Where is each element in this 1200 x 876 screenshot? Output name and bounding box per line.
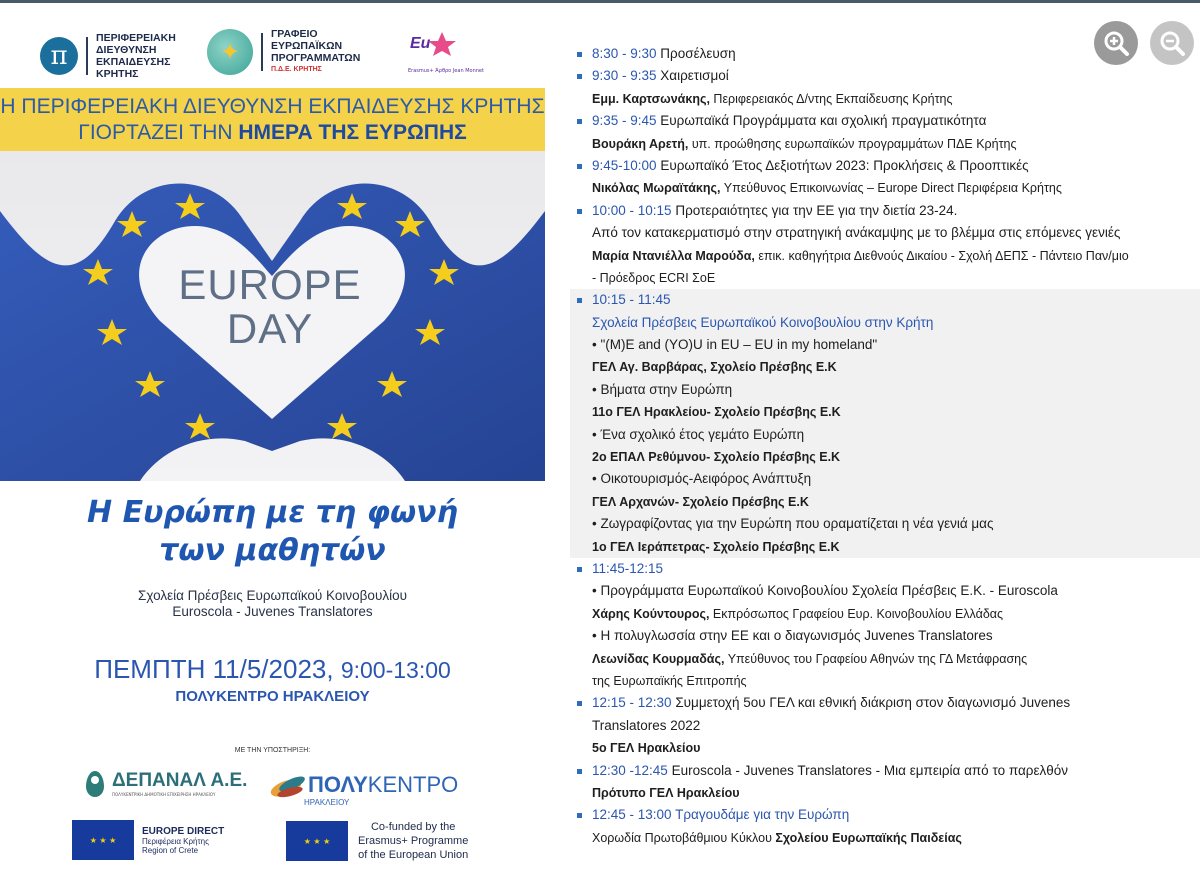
bullet-icon [577, 52, 582, 57]
dove-icon: ✦ [207, 29, 253, 75]
europe-direct-b: Περιφέρεια Κρήτης [142, 836, 209, 846]
pde-line: ΔΙΕΥΘΥΝΣΗ [96, 44, 157, 56]
school-name: 5ο ΓΕΛ Ηρακλείου [592, 741, 701, 756]
depanal-name: ΔΕΠΑΝΑΛ Α.Ε. [112, 770, 248, 791]
program-line [570, 424, 1200, 446]
slot-time: 10:00 - 10:15 [592, 202, 672, 218]
bullet-icon [577, 567, 582, 572]
pde-logo-text [96, 32, 176, 80]
poster-banner [0, 88, 545, 151]
program-line [570, 468, 1200, 490]
program-choir [570, 827, 1200, 849]
banner-bold: ΗΜΕΡΑ ΤΗΣ ΕΥΡΩΠΗΣ [238, 121, 467, 144]
pde-line: ΚΡΗΤΗΣ [96, 68, 139, 80]
cofunded-line: Erasmus+ Programme [358, 835, 469, 847]
europe-direct-c: Region of Crete [142, 845, 199, 855]
school-name: 2ο ΕΠΑΛ Ρεθύμνου- Σχολείο Πρέσβης Ε.Κ [592, 450, 841, 465]
speaker-role: υπ. προώθησης ευρωπαϊκών προγραμμάτων ΠΔΕ Κρήτης [688, 136, 1017, 151]
polykentro-b: ΚΕΝΤΡΟ [367, 772, 459, 797]
poster-subtitle [0, 588, 545, 620]
program-time-slot [570, 804, 1200, 826]
program-text: Σχολεία Πρέσβεις Ευρωπαϊκού Κοινοβουλίου στην Κρήτη [592, 314, 934, 330]
poster-date [0, 654, 545, 685]
erasmus-logo-text: Eu [410, 35, 431, 52]
program-time-slot [570, 65, 1200, 87]
slot-time: 9:45-10:00 [592, 157, 657, 173]
slot-title: Euroscola - Juvenes Translatores - Μια εμπειρία από το παρελθόν [667, 762, 1068, 778]
logo-separator [261, 33, 263, 71]
bullet-icon [577, 813, 582, 818]
europe-direct-text [142, 826, 224, 855]
program-school [570, 782, 1200, 804]
slot-time: 9:35 - 9:45 [592, 113, 657, 129]
polykentro-name [308, 772, 458, 798]
bullet-icon [577, 769, 582, 774]
subtitle-line-2: Euroscola - Juvenes Translatores [172, 604, 373, 619]
gep-line: Π.Δ.Ε. ΚΡΗΤΗΣ [271, 66, 322, 73]
eu-flag-icon: ★ ★ ★ [286, 821, 348, 861]
erasmus-sub: Erasmus+ Άρθρο Jean Monnet [408, 68, 484, 74]
europe-direct-a: EUROPE DIRECT [142, 825, 225, 837]
cofunded-text [358, 820, 468, 862]
speaker-role: επικ. καθηγήτρια Διεθνούς Δικαίου - Σχολή ΔΕΠΣ - Πάντειο Παν/μιο [754, 248, 1129, 263]
erasmus-logo [408, 26, 484, 74]
school-name: ΓΕΛ Αγ. Βαρβάρας, Σχολείο Πρέσβης Ε.Κ [592, 360, 837, 375]
support-label: ΜΕ ΤΗΝ ΥΠΟΣΤΗΡΙΞΗ: [234, 747, 311, 754]
speaker-name: Εμμ. Καρτσωνάκης, [592, 91, 710, 106]
europe-direct-logo [72, 820, 224, 860]
europe-day-title [135, 263, 405, 351]
pde-logo [40, 32, 176, 80]
program-school [570, 737, 1200, 759]
banner-line-2 [0, 120, 545, 146]
speaker-role: Υπεύθυνος Επικοινωνίας – Europe Direct Περιφέρεια Κρήτης [720, 181, 1062, 196]
slot-time: 11:45-12:15 [592, 560, 664, 576]
program-line [570, 222, 1200, 244]
bullet-icon [577, 119, 582, 124]
gep-logo-text [271, 28, 360, 76]
bullet-icon [577, 74, 582, 79]
program-speaker [570, 133, 1200, 155]
program-text: • Προγράμματα Ευρωπαϊκού Κοινοβουλίου Σχολεία Πρέσβεις Ε.Κ. - Euroscola [592, 583, 1058, 599]
speaker-role: Περιφερειακός Δ/ντης Εκπαίδευσης Κρήτης [709, 91, 953, 106]
slot-title: Προτεραιότητες για την ΕΕ για την διετία 23-24. [671, 202, 958, 218]
program-school [570, 356, 1200, 378]
speaker-name: Βουράκη Αρετή, [592, 136, 689, 151]
program-text: - Πρόεδρος ECRI ΣοΕ [592, 270, 716, 285]
top-border [0, 0, 1200, 3]
slot-title: Προσέλευση [656, 46, 736, 61]
program-text: • Ένα σχολικό έτος γεμάτο Ευρώπη [592, 426, 805, 442]
poster-logos-row [0, 4, 545, 88]
program-line [570, 580, 1200, 602]
eu-flag-icon: ★ ★ ★ [72, 820, 134, 860]
speaker-role: Εκπρόσωπος Γραφείου Ευρ. Κοινοβουλίου Ελλάδας [709, 606, 1004, 621]
school-name: 1ο ΓΕΛ Ιεράπετρας- Σχολείο Πρέσβης Ε.Κ [592, 539, 840, 554]
feather-icon [270, 772, 308, 798]
slot-title: Χαιρετισμοί [656, 68, 729, 84]
program-line [570, 312, 1200, 334]
program-speaker [570, 245, 1200, 267]
program-school [570, 536, 1200, 558]
bullet-icon [577, 298, 582, 303]
program-school [570, 446, 1200, 468]
gep-line: ΠΡΟΓΡΑΜΜΑΤΩΝ [271, 52, 361, 64]
slot-time: 10:15 - 11:45 [592, 292, 671, 308]
slogan-line-1: Η Ευρώπη με τη φωνή [87, 495, 458, 530]
bullet-icon [577, 701, 582, 706]
poster-slogan [0, 494, 545, 570]
program-text: • "(M)E and (YO)U in EU – EU in my homeland" [592, 337, 878, 353]
program-text: • Η πολυγλωσσία στην ΕΕ και ο διαγωνισμός Juvenes Translatores [592, 628, 993, 644]
speaker-role: Υπεύθυνος του Γραφείου Αθηνών της ΓΔ Μετάφρασης [724, 651, 1028, 666]
program-line [570, 513, 1200, 535]
school-name: 11ο ΓΕΛ Ηρακλείου- Σχολείο Πρέσβης Ε.Κ [592, 405, 841, 420]
erasmus-star-icon [408, 26, 464, 66]
event-program [570, 43, 1200, 849]
program-speaker [570, 177, 1200, 199]
program-line [570, 379, 1200, 401]
program-line [570, 267, 1200, 289]
slot-title: Ευρωπαϊκό Έτος Δεξιοτήτων 2023: Προκλήσεις & Προοπτικές [656, 157, 1029, 173]
program-time-slot [570, 558, 1200, 580]
slot-time: 12:30 -12:45 [592, 762, 668, 778]
polykentro-a: ΠΟΛΥ [308, 772, 368, 797]
program-time-slot [570, 110, 1200, 132]
choir-text: Χορωδία Πρωτοβάθμιου Κύκλου [592, 830, 776, 845]
poster-venue: ΠΟΛΥΚΕΝΤΡΟ ΗΡΑΚΛΕΙΟΥ [175, 688, 370, 705]
bullet-icon [577, 209, 582, 214]
gep-line: ΓΡΑΦΕΙΟ [271, 28, 318, 40]
europe-word: EUROPE [178, 261, 362, 308]
school-name: ΓΕΛ Αρχανών- Σχολείο Πρέσβης Ε.Κ [592, 494, 809, 509]
slot-title: Ευρωπαϊκά Προγράμματα και σχολική πραγματικότητα [656, 113, 987, 129]
program-speaker [570, 603, 1200, 625]
program-text: • Οικοτουρισμός-Αειφόρος Ανάπτυξη [592, 471, 812, 487]
depanal-logo [86, 770, 247, 797]
polykentro-sub: ΗΡΑΚΛΕΙΟΥ [304, 798, 350, 807]
program-school [570, 491, 1200, 513]
pde-line: ΠΕΡΙΦΕΡΕΙΑΚΗ [96, 32, 176, 44]
pi-logo-icon: π [40, 37, 78, 75]
date-text: ΠΕΜΠΤΗ 11/5/2023, [94, 654, 334, 684]
map-pin-icon [86, 771, 104, 797]
school-name: Πρότυπο ΓΕΛ Ηρακλείου [592, 785, 740, 800]
cofunded-line: of the European Union [358, 849, 469, 861]
program-school [570, 401, 1200, 423]
program-line [570, 334, 1200, 356]
program-text: • Ζωγραφίζοντας για την Ευρώπη που οραματίζεται η νέα γενιά μας [592, 516, 994, 532]
program-time-slot [570, 155, 1200, 177]
time-text: 9:00-13:00 [340, 657, 451, 683]
slot-title: Συμμετοχή 5ου ΓΕΛ και εθνική διάκριση στον διαγωνισμό Juvenes [671, 695, 1071, 711]
polykentro-logo [270, 772, 458, 807]
depanal-sub: ΠΟΛΥΚΕΝΤΡΙΚΗ ΔΗΜΟΤΙΚΗ ΕΠΙΧΕΙΡΗΣΗ ΗΡΑΚΛΕΙΟΥ [112, 792, 216, 797]
pde-line: ΕΚΠΑΙΔΕΥΣΗΣ [96, 56, 171, 68]
bullet-icon [577, 164, 582, 169]
slot-time: 8:30 - 9:30 [592, 46, 657, 61]
program-time-slot [570, 692, 1200, 714]
speaker-name: Χάρης Κούντουρος, [592, 606, 710, 621]
program-time-slot [570, 43, 1200, 65]
program-speaker [570, 88, 1200, 110]
speaker-name: Λεωνίδας Κουρμαδάς, [592, 651, 725, 666]
gep-logo [207, 28, 360, 76]
slot-time: 12:15 - 12:30 [592, 695, 672, 711]
program-speaker [570, 648, 1200, 670]
speaker-name: Νικόλας Μωραϊτάκης, [592, 181, 721, 196]
heart-hands-illustration [0, 151, 545, 481]
banner-line-1: Η ΠΕΡΙΦΕΡΕΙΑΚΗ ΔΙΕΥΘΥΝΣΗ ΕΚΠΑΙΔΕΥΣΗΣ ΚΡΗΤΗΣ [0, 95, 545, 118]
gep-line: ΕΥΡΩΠΑΪΚΩΝ [271, 40, 343, 52]
slot-title: Τραγουδάμε για την Ευρώπη [671, 807, 850, 823]
choir-school: Σχολείου Ευρωπαϊκής Παιδείας [775, 830, 962, 845]
program-time-slot [570, 760, 1200, 782]
cofunded-logo [286, 820, 468, 862]
program-text: της Ευρωπαϊκής Επιτροπής [592, 673, 747, 688]
banner-prefix: ΓΙΟΡΤΑΖΕΙ ΤΗΝ [78, 121, 239, 144]
subtitle-line-1: Σχολεία Πρέσβεις Ευρωπαϊκού Κοινοβουλίου [138, 588, 407, 603]
event-poster-image [0, 4, 545, 876]
slot-time: 12:45 - 13:00 [592, 807, 672, 823]
day-word: DAY [226, 305, 314, 352]
speaker-name: Μαρία Ντανιέλλα Μαρούδα, [592, 248, 755, 263]
logo-separator [86, 37, 88, 75]
program-text: • Βήματα στην Ευρώπη [592, 381, 733, 397]
program-line [570, 625, 1200, 647]
program-time-slot [570, 200, 1200, 222]
program-text: Translatores 2022 [592, 717, 701, 733]
program-line [570, 715, 1200, 737]
slogan-line-2: των μαθητών [159, 533, 386, 568]
slot-time: 9:30 - 9:35 [592, 68, 657, 84]
program-text: Από τον κατακερματισμό στην στρατηγική ανάκαμψης με το βλέμμα στις επόμενες γενιές [592, 225, 1121, 241]
program-time-slot [570, 289, 1200, 311]
program-line [570, 670, 1200, 692]
cofunded-line: Co-funded by the [370, 821, 456, 833]
